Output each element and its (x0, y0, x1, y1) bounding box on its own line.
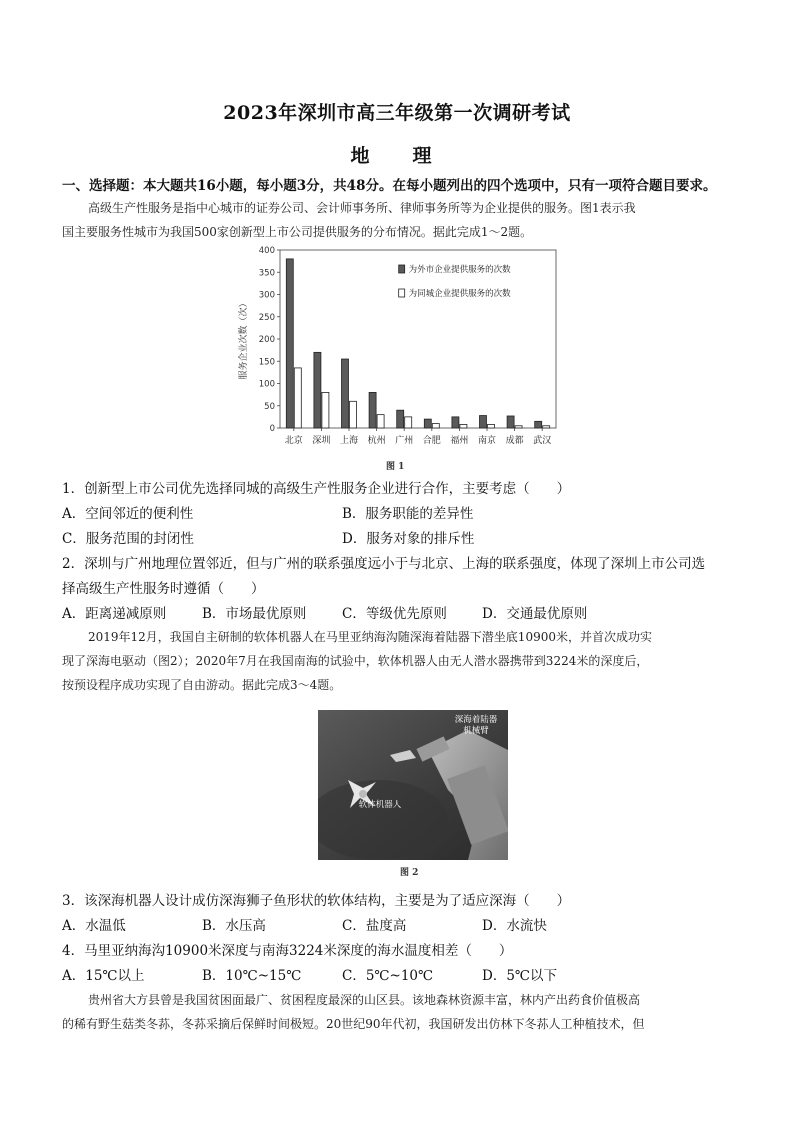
q1-option-a: A．空间邻近的便利性 (62, 506, 194, 522)
bar-same-city-4 (405, 417, 412, 428)
passage-1-line-1: 高级生产性服务是指中心城市的证券公司、会计师事务所、律师事务所等为企业提供的服务。图1表示我 (88, 201, 636, 215)
passage-3-line-1: 贵州省大方县曾是我国贫困面最广、贫困程度最深的山区县。该地森林资源丰富，林内产出药食价值极高 (88, 993, 641, 1007)
bar-same-city-7 (488, 424, 495, 428)
q4-option-c: C．5℃~10℃ (342, 968, 434, 984)
q3-option-a: A．水温低 (62, 918, 126, 934)
bar-other-city-0 (286, 259, 293, 428)
bar-same-city-5 (432, 424, 439, 428)
q2-option-a: A．距离递减原则 (62, 606, 167, 622)
legend-label: 为外市企业提供服务的次数 (408, 265, 511, 275)
bar-same-city-1 (322, 392, 329, 428)
y-tick-label: 0 (269, 424, 275, 434)
q2-option-d: D．交通最优原则 (482, 606, 588, 622)
figure-2-photo (318, 710, 508, 860)
bar-same-city-8 (515, 426, 522, 428)
x-tick-label: 上海 (339, 436, 359, 446)
figure-2-caption: 图 2 (400, 868, 419, 878)
passage-3-line-2: 的稀有野生菇类冬荪，冬荪采摘后保鲜时间极短。20世纪90年代初，我国研发出仿林下冬荪人工种植技术，但 (62, 1017, 645, 1031)
label-lander: 深海着陆器 (454, 715, 498, 725)
x-tick-label: 深圳 (312, 436, 331, 446)
bar-other-city-8 (507, 416, 514, 428)
bar-other-city-9 (535, 421, 542, 428)
plot-frame (280, 250, 556, 428)
bar-same-city-2 (350, 401, 357, 428)
x-tick-label: 成都 (505, 436, 524, 446)
q2-option-c: C．等级优先原则 (342, 606, 447, 622)
y-tick-label: 50 (264, 401, 275, 412)
bar-other-city-4 (397, 410, 404, 428)
legend-swatch (399, 265, 405, 273)
y-tick-label: 400 (258, 246, 275, 256)
q3-option-b: B．水压高 (202, 918, 266, 934)
bar-same-city-0 (294, 368, 301, 428)
question-1-stem: 1．创新型上市公司优先选择同城的高级生产性服务企业进行合作，主要考虑（ ） (62, 481, 571, 497)
question-3-stem: 3．该深海机器人设计成仿深海狮子鱼形状的软体结构，主要是为了适应深海（ ） (62, 893, 571, 909)
subject-title: 地 理 (350, 145, 444, 167)
passage-2-line-2: 现了深海电驱动（图2）；2020年7月在我国南海的试验中，软体机器人由无人潜水器携带到3224米的深度后， (62, 654, 649, 668)
q2-option-b: B．市场最优原则 (202, 606, 307, 622)
q4-option-b: B．10℃~15℃ (202, 968, 302, 984)
x-tick-label: 杭州 (367, 436, 386, 446)
bar-same-city-9 (543, 426, 550, 428)
figure-1-caption: 图 1 (386, 462, 405, 472)
x-tick-label: 福州 (450, 436, 469, 446)
section-heading: 一、选择题：本大题共16小题，每小题3分，共48分。在每小题列出的四个选项中，只有一项符合题目要求。 (62, 178, 717, 194)
passage-1 (62, 196, 742, 244)
x-tick-label: 南京 (477, 436, 497, 446)
x-tick-label: 合肥 (422, 436, 441, 446)
passage-1-line-2: 国主要服务性城市为我国500家创新型上市公司提供服务的分布情况。据此完成1～2题。 (62, 225, 533, 239)
exam-title: 2023年深圳市高三年级第一次调研考试 (223, 102, 571, 124)
question-2-stem-line-1: 2．深圳与广州地理位置邻近，但与广州的联系强度远小于与北京、上海的联系强度，体现了深圳上市公司选 (62, 556, 706, 572)
legend-swatch (399, 289, 405, 297)
x-tick-label: 武汉 (533, 436, 552, 446)
passage-2-line-3: 按预设程序成功实现了自由游动。据此完成3～4题。 (62, 678, 342, 692)
bar-same-city-3 (377, 415, 384, 428)
y-tick-label: 250 (258, 312, 275, 323)
y-tick-label: 300 (258, 290, 275, 301)
legend-label: 为同城企业提供服务的次数 (408, 289, 511, 299)
passage-2-line-1: 2019年12月，我国自主研制的软体机器人在马里亚纳海沟随深海着陆器下潜坐底10900米，并首次成功实 (88, 630, 652, 644)
question-4-stem: 4．马里亚纳海沟10900米深度与南海3224米深度的海水温度相差（ ） (62, 943, 513, 959)
y-axis-label: 服务企业次数（次） (239, 298, 249, 380)
bar-other-city-3 (369, 392, 376, 428)
q1-option-b: B．服务职能的差异性 (342, 506, 474, 522)
bar-other-city-6 (452, 417, 459, 428)
q1-option-c: C．服务范围的封闭性 (62, 531, 194, 547)
figure-1-chart (232, 244, 562, 454)
passage-2 (62, 625, 742, 697)
question-2-stem-line-2: 择高级生产性服务时遵循（ ） (62, 581, 265, 597)
bar-other-city-2 (342, 359, 349, 428)
q3-option-d: D．水流快 (482, 918, 547, 934)
q4-option-a: A．15℃以上 (62, 968, 145, 984)
label-arm: 机械臂 (463, 726, 489, 736)
passage-3 (62, 988, 742, 1036)
y-tick-label: 150 (258, 357, 275, 368)
bar-same-city-6 (460, 424, 467, 428)
bar-other-city-1 (314, 352, 321, 428)
bar-other-city-7 (480, 416, 487, 428)
label-soft-robot: 软体机器人 (358, 800, 402, 810)
q4-option-d: D．5℃以下 (482, 968, 558, 984)
x-tick-label: 北京 (284, 436, 303, 446)
bar-other-city-5 (424, 419, 431, 428)
y-tick-label: 350 (258, 268, 275, 279)
x-tick-label: 广州 (395, 436, 414, 446)
y-tick-label: 200 (258, 335, 275, 345)
q3-option-c: C．盐度高 (342, 918, 407, 934)
q1-option-d: D．服务对象的排斥性 (342, 531, 475, 547)
y-tick-label: 100 (258, 379, 275, 390)
